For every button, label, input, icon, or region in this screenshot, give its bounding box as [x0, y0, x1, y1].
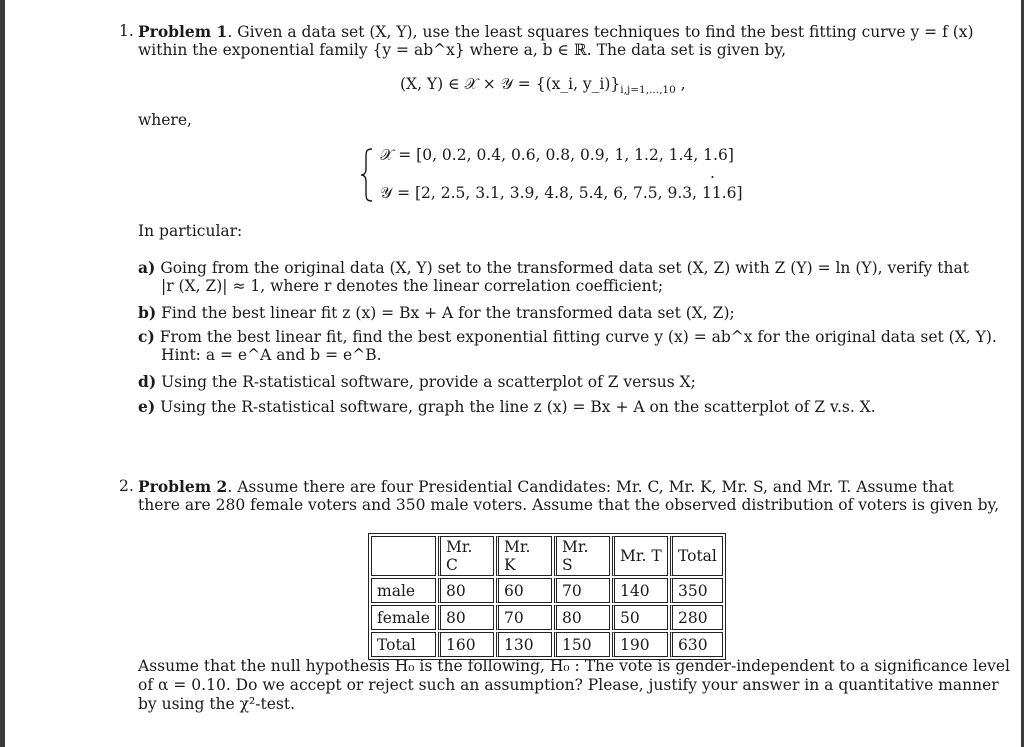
problem1-intro-text: . Given a data set (X, Y), use the least squares techniques to find the best fitting curve y = f (x)	[227, 23, 974, 41]
table-cell: 130	[496, 632, 552, 657]
left-page-edge	[0, 0, 5, 747]
problem1-intro-line2: within the exponential family {y = ab^x} where a, b ∈ ℝ. The data set is given by,	[138, 41, 787, 59]
header-cell	[371, 536, 436, 576]
table-cell: 50	[612, 605, 668, 630]
problem2-closing-line2: of α = 0.10. Do we accept or reject such an assumption? Please, justify your answer in a quantitative manner	[138, 676, 999, 694]
table-cell: female	[371, 605, 436, 630]
item-c-line2: Hint: a = e^A and b = e^B.	[161, 346, 382, 364]
table-row	[371, 578, 723, 603]
item-a-text: Going from the original data (X, Y) set to the transformed data set (X, Z) with Z (Y) = ln (Y), verify that	[160, 259, 969, 277]
table-cell: 80	[438, 605, 494, 630]
header-cell: Total	[670, 536, 723, 576]
table-cell: 60	[496, 578, 552, 603]
table-cell: male	[371, 578, 436, 603]
header-cell: Mr. S	[554, 536, 610, 576]
table-cell: Total	[371, 632, 436, 657]
left-brace-icon	[360, 148, 374, 202]
problem1-display-equation: (X, Y) ∈ 𝒳 × 𝒴 = {(x_i, $y\_i)\}_{i,j=1,...,10}$ ,	[400, 75, 686, 96]
voter-distribution-table	[368, 533, 726, 660]
item-b	[138, 303, 735, 322]
table-cell: 160	[438, 632, 494, 657]
y-set-equation: 𝒴 = [2, 2.5, 3.1, 3.9, 4.8, 5.4, 6, 7.5, 9.3, 11.6]	[380, 184, 743, 202]
item-b-text: Find the best linear fit z (x) = Bx + A for the transformed data set (X, Z);	[161, 304, 735, 322]
header-cell: Mr. T	[612, 536, 668, 576]
display-equation-main: (X, Y) ∈ 𝒳 × 𝒴 = {(x_i, y_i)}	[400, 75, 621, 93]
header-cell: Mr. K	[496, 536, 552, 576]
item-c-label: c)	[138, 327, 155, 346]
problem1-number: 1.	[119, 22, 134, 40]
table-cell: 80	[554, 605, 610, 630]
item-c-text: From the best linear fit, find the best exponential fitting curve y (x) = ab^x for the original data set (X, Y).	[159, 328, 997, 346]
problem2-closing-line3: by using the χ²-test.	[138, 695, 295, 713]
item-e	[138, 397, 876, 416]
item-a-line2: |r (X, Z)| ≈ 1, where r denotes the linear correlation coefficient;	[161, 277, 664, 295]
item-e-text: Using the R-statistical software, graph the line z (x) = Bx + A on the scatterplot of Z v.s. X.	[160, 398, 876, 416]
table-cell: 630	[670, 632, 723, 657]
problem2-intro-line2: there are 280 female voters and 350 male voters. Assume that the observed distribution of voters is given by,	[138, 496, 1000, 514]
table-cell: 80	[438, 578, 494, 603]
table-cell: 70	[554, 578, 610, 603]
table-header-row	[371, 536, 723, 576]
problem2-intro-text: . Assume there are four Presidential Candidates: Mr. C, Mr. K, Mr. S, and Mr. T. Assume that	[227, 478, 954, 496]
item-a-label: a)	[138, 258, 156, 277]
table-cell: 350	[670, 578, 723, 603]
problem1-where: where,	[138, 111, 192, 129]
table-row	[371, 632, 723, 657]
table-cell: 70	[496, 605, 552, 630]
item-c-line1	[138, 327, 997, 346]
item-d-label: d)	[138, 372, 157, 391]
item-e-label: e)	[138, 397, 156, 416]
table-cell: 280	[670, 605, 723, 630]
item-d	[138, 372, 696, 391]
set-period: .	[710, 164, 715, 182]
header-cell: Mr. C	[438, 536, 494, 576]
display-equation-subscript: i,j=1,...,10	[620, 84, 676, 96]
item-a-line1	[138, 258, 969, 277]
problem2-closing-line1: Assume that the null hypothesis H₀ is the following, H₀ : The vote is gender-independent to a significance level	[138, 657, 1011, 675]
in-particular: In particular:	[138, 222, 243, 240]
x-set-equation: 𝒳 = [0, 0.2, 0.4, 0.6, 0.8, 0.9, 1, 1.2, 1.4, 1.6]	[380, 146, 734, 164]
item-b-label: b)	[138, 303, 157, 322]
problem1-title: Problem 1	[138, 22, 228, 41]
table-row	[371, 605, 723, 630]
problem2-number: 2.	[119, 477, 134, 495]
table-cell: 140	[612, 578, 668, 603]
table-cell: 150	[554, 632, 610, 657]
table-cell: 190	[612, 632, 668, 657]
problem2-intro-line1	[138, 477, 954, 497]
problem2-title: Problem 2	[138, 477, 228, 496]
problem1-intro-line1	[138, 22, 974, 42]
item-d-text: Using the R-statistical software, provide a scatterplot of Z versus X;	[161, 373, 696, 391]
